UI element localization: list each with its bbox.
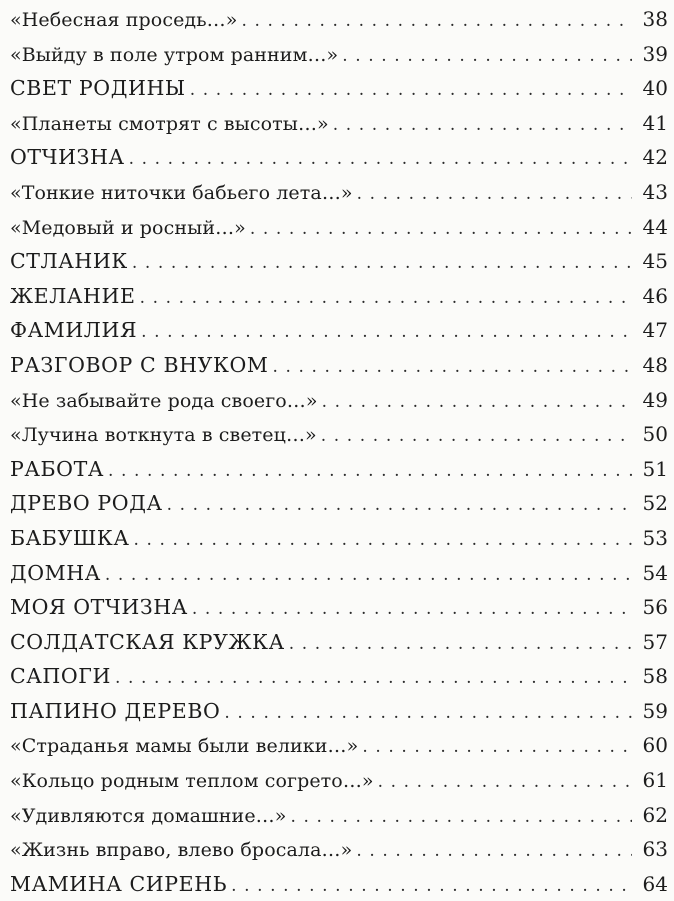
toc-entry — [10, 763, 668, 798]
toc-entry-title: БАБУШКА — [10, 525, 130, 550]
dot-leader — [192, 592, 632, 625]
toc-entry — [10, 556, 668, 591]
toc-entry-title: «Тонкие ниточки бабьего лета…» — [10, 181, 353, 204]
toc-entry-title: «Планеты смотрят с высоты…» — [10, 112, 329, 135]
toc-entry — [10, 313, 668, 348]
toc-entry-page-number: 47 — [642, 318, 668, 343]
toc-entry-page-number: 40 — [642, 76, 668, 101]
toc-entry — [10, 279, 668, 314]
dot-leader — [357, 177, 632, 210]
dot-leader — [108, 454, 632, 487]
toc-entry-page-number: 57 — [642, 629, 668, 654]
toc-entry — [10, 798, 668, 833]
toc-entry — [10, 417, 668, 452]
toc-entry-page-number: 58 — [642, 664, 668, 689]
dot-leader — [250, 212, 632, 245]
toc-entry-title: «Выйду в поле утром ранним…» — [10, 43, 339, 66]
toc-entry-page-number: 49 — [642, 387, 668, 412]
dot-leader — [322, 385, 632, 418]
toc-entry-page-number: 43 — [642, 179, 668, 204]
dot-leader — [231, 869, 632, 901]
dot-leader — [115, 661, 632, 694]
toc-entry-page-number: 54 — [642, 560, 668, 585]
toc-entry-page-number: 62 — [642, 802, 668, 827]
dot-leader — [132, 246, 632, 279]
toc-entry — [10, 2, 668, 37]
toc-entry-page-number: 41 — [642, 110, 668, 135]
dot-leader — [129, 142, 632, 175]
dot-leader — [289, 627, 632, 660]
toc-entry-page-number: 64 — [642, 871, 668, 896]
dot-leader — [141, 315, 632, 348]
toc-entry — [10, 175, 668, 210]
toc-entry — [10, 867, 668, 901]
toc-entry — [10, 71, 668, 106]
dot-leader — [167, 488, 632, 521]
toc-entry-title: САПОГИ — [10, 664, 111, 689]
toc-entry-page-number: 38 — [642, 7, 668, 31]
toc-entry-page-number: 59 — [642, 698, 668, 723]
toc-entry-page-number: 46 — [642, 283, 668, 308]
toc-entry-title: ДОМНА — [10, 560, 101, 585]
toc-entry-page-number: 51 — [642, 456, 668, 481]
toc-entry-title: «Лучина воткнута в светец…» — [10, 424, 317, 447]
toc-entry — [10, 37, 668, 72]
toc-entry-title: МОЯ ОТЧИЗНА — [10, 595, 188, 620]
toc-entry-title: РАБОТА — [10, 456, 104, 481]
toc-entry — [10, 625, 668, 660]
toc-entry — [10, 210, 668, 245]
dot-leader — [321, 419, 632, 452]
toc-entry — [10, 486, 668, 521]
toc-entry-page-number: 48 — [642, 352, 668, 377]
toc-entry-page-number: 44 — [642, 214, 668, 239]
dot-leader — [224, 696, 632, 729]
toc-entry-title: РАЗГОВОР С ВНУКОМ — [10, 352, 269, 377]
toc-entry-title: ДРЕВО РОДА — [10, 491, 163, 516]
toc-entry-page-number: 61 — [642, 768, 668, 793]
toc-entry — [10, 348, 668, 383]
toc-entry — [10, 590, 668, 625]
dot-leader — [291, 800, 633, 833]
toc-entry — [10, 694, 668, 729]
dot-leader — [140, 281, 632, 314]
dot-leader — [378, 765, 632, 798]
toc-entry — [10, 832, 668, 867]
toc-entry-title: «Небесная проседь…» — [10, 9, 238, 31]
dot-leader — [272, 350, 632, 383]
toc-entry-title: ЖЕЛАНИЕ — [10, 283, 136, 308]
toc-entry-page-number: 63 — [642, 837, 668, 862]
toc-entry-page-number: 39 — [642, 41, 668, 66]
toc-entry-page-number: 50 — [642, 422, 668, 447]
toc-entry-page-number: 60 — [642, 733, 668, 758]
toc-entry-title: «Не забывайте рода своего…» — [10, 389, 318, 412]
dot-leader — [333, 108, 632, 141]
dot-leader — [242, 4, 633, 37]
toc-entry-title: «Жизнь вправо, влево бросала…» — [10, 839, 353, 862]
toc-entry — [10, 659, 668, 694]
dot-leader — [356, 834, 632, 867]
toc-entry — [10, 521, 668, 556]
toc-entry-title: «Страданья мамы были велики…» — [10, 735, 359, 758]
toc-entry-title: ФАМИЛИЯ — [10, 318, 138, 343]
dot-leader — [190, 73, 632, 106]
toc-entry-page-number: 53 — [642, 525, 668, 550]
toc-entry-page-number: 45 — [642, 249, 668, 274]
toc-entry-title: МАМИНА СИРЕНЬ — [10, 871, 228, 896]
toc-entry-title: ПАПИНО ДЕРЕВО — [10, 698, 221, 723]
toc-entry-title: «Кольцо родным теплом согрето…» — [10, 770, 374, 793]
toc-entry — [10, 244, 668, 279]
toc-entry-title: СОЛДАТСКАЯ КРУЖКА — [10, 629, 285, 654]
toc-entry-title: ОТЧИЗНА — [10, 145, 125, 170]
toc-entry-title: «Удивляются домашние…» — [10, 804, 287, 827]
toc-entry — [10, 728, 668, 763]
toc-entry — [10, 106, 668, 141]
toc-entry-title: «Медовый и росный…» — [10, 216, 246, 239]
dot-leader — [133, 523, 632, 556]
toc-entry-page-number: 52 — [642, 491, 668, 516]
toc-entry-page-number: 42 — [642, 145, 668, 170]
toc-entry-title: СТЛАНИК — [10, 249, 128, 274]
toc-entry — [10, 452, 668, 487]
table-of-contents — [10, 0, 668, 901]
toc-entry-page-number: 56 — [642, 595, 668, 620]
toc-entry — [10, 140, 668, 175]
dot-leader — [362, 730, 632, 763]
toc-entry-title: СВЕТ РОДИНЫ — [10, 76, 186, 101]
dot-leader — [342, 39, 632, 72]
toc-entry — [10, 383, 668, 418]
dot-leader — [105, 558, 632, 591]
